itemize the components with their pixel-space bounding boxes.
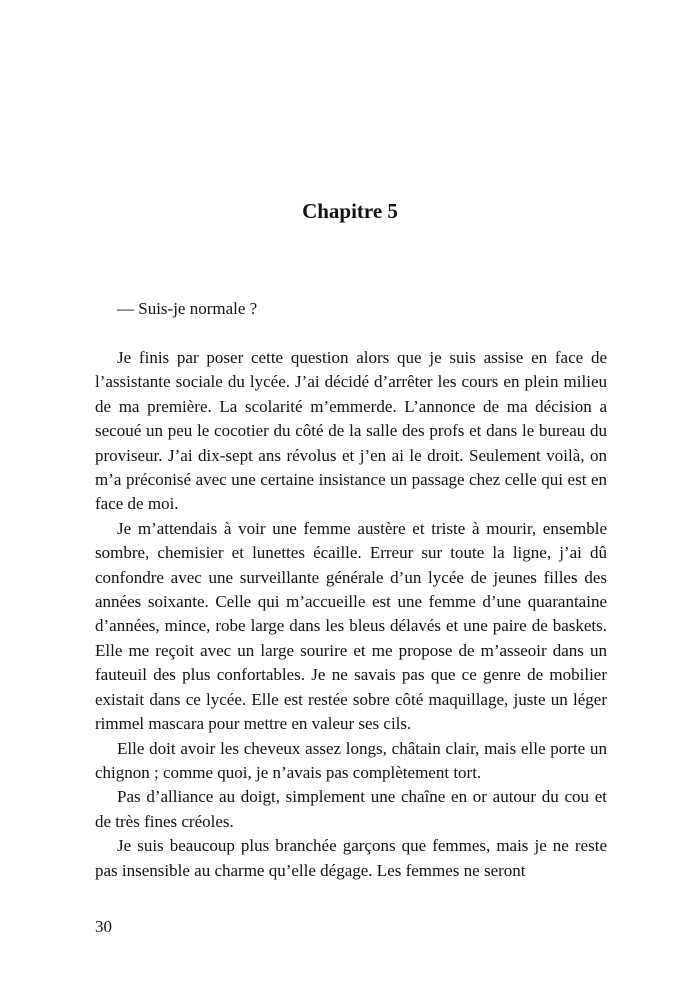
chapter-title: Chapitre 5 [302, 199, 398, 223]
paragraph: Pas d’alliance au doigt, simplement une chaîne en or autour du cou et de très fines créoles. [95, 787, 607, 831]
page-number: 30 [95, 917, 112, 936]
paragraph: Je m’attendais à voir une femme austère et triste à mourir, ensemble sombre, chemisier et lunettes écaille. Erreur sur toute la ligne, j’ai dû confondre avec une surveillante générale d’un lycée de jeunes filles des années soixante. Celle qui m’accueille est une femme d’une quarantaine d’années, mince, robe large dans les bleus délavés et une paire de baskets. Elle me reçoit avec un large sourire et me propose de m’asseoir dans un fauteuil des plus confortables. Je ne savais pas que ce genre de mobilier existait dans ce lycée. Elle est restée sobre côté maquillage, juste un léger rimmel mascara pour mettre en valeur ses cils. [95, 518, 607, 734]
paragraph: Je finis par poser cette question alors que je suis assise en face de l’assistante sociale du lycée. J’ai décidé d’arrêter les cours en plein milieu de ma première. La scolarité m’emmerde. L’annonce de ma décision a secoué un peu le cocotier du côté de la salle des profs et dans le bureau du proviseur. J’ai dix-sept ans révolus et j’en ai le droit. Seulement voilà, on m’a préconisé avec une certaine insistance un passage chez celle qui est en face de moi. [95, 348, 607, 514]
paragraph: Je suis beaucoup plus branchée garçons que femmes, mais je ne reste pas insensible au charme qu’elle dégage. Les femmes ne seront [95, 836, 607, 880]
dialogue-line: — Suis-je normale ? [117, 299, 258, 318]
body-text [95, 346, 607, 883]
paragraph: Elle doit avoir les cheveux assez longs, châtain clair, mais elle porte un chignon ; comme quoi, je n’avais pas complètement tort. [95, 738, 607, 782]
